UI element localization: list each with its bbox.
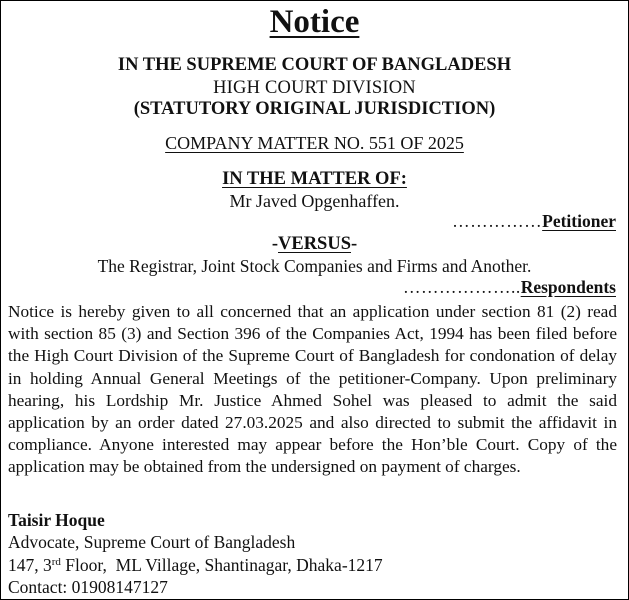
signature-block [8, 509, 383, 598]
petitioner-label: Petitioner [542, 211, 616, 231]
court-jurisdiction: (STATUTORY ORIGINAL JURISDICTION) [133, 99, 496, 119]
notice-title: Notice [269, 4, 360, 40]
advocate-designation: Advocate, Supreme Court of Bangladesh [8, 532, 296, 553]
advocate-contact: Contact: 01908147127 [8, 576, 168, 597]
respondents-names: The Registrar, Joint Stock Companies and Firms and Another. [97, 256, 532, 276]
company-matter-number: COMPANY MATTER NO. 551 OF 2025 [165, 133, 464, 153]
respondents-dots: ……………….. [402, 277, 521, 297]
advocate-address: 147, 3rd Floor, ML Village, Shantinagar, Dhaka-1217 [8, 554, 383, 575]
versus-heading: -VERSUS- [271, 234, 358, 254]
court-division: HIGH COURT DIVISION [213, 78, 416, 98]
notice-body: Notice is hereby given to all concerned that an application under section 81 (2) read with section 85 (3) and Section 396 of the Companies Act, 1994 has been filed before the High Court Division of the Supreme Court of Bangladesh for condonation of delay in holding Annual General Meetings of the petitioner-Company. Upon preliminary hearing, his Lordship Mr. Justice Ahmed Sohel was pleased to admit the said application by an order dated 27.03.2025 and also directed to submit the affidavit in compliance. Anyone interested may appear before the Hon’ble Court. Copy of the application may be obtained from the undersigned on payment of charges. [8, 302, 617, 477]
petitioner-line [452, 210, 616, 232]
in-the-matter-heading: IN THE MATTER OF: [222, 169, 407, 189]
advocate-name: Taisir Hoque [8, 510, 105, 530]
respondents-label: Respondents [520, 277, 616, 297]
petitioner-dots: …………… [452, 211, 543, 231]
respondents-line [403, 276, 616, 298]
court-name: IN THE SUPREME COURT OF BANGLADESH [117, 55, 512, 75]
petitioner-name: Mr Javed Opgenhaffen. [229, 191, 400, 211]
